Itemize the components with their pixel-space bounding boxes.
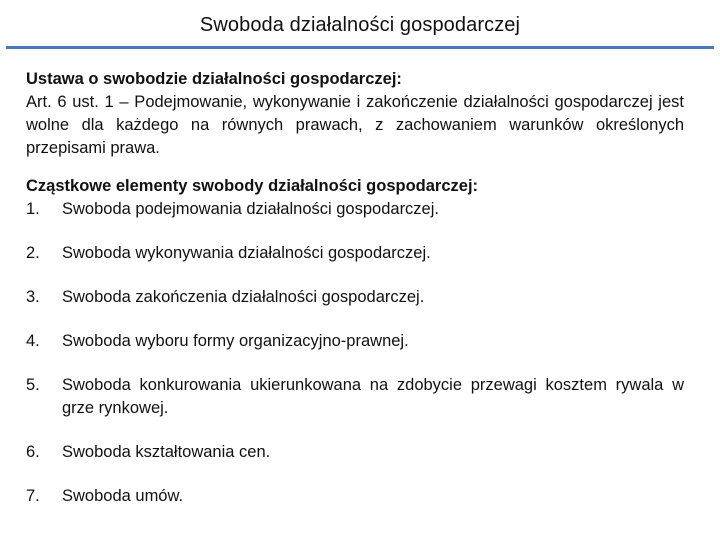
list-item-number: 3. bbox=[26, 288, 40, 306]
list-item bbox=[26, 198, 684, 221]
slide-title: Swoboda działalności gospodarczej bbox=[199, 14, 521, 36]
elements-list bbox=[26, 198, 684, 508]
title-divider bbox=[6, 46, 714, 49]
list-item-number: 2. bbox=[26, 244, 40, 262]
elements-heading: Cząstkowe elementy swobody działalności gospodarczej: bbox=[26, 177, 479, 195]
list-item-text: Swoboda podejmowania działalności gospodarczej. bbox=[62, 200, 439, 218]
list-item-text: Swoboda wykonywania działalności gospodarczej. bbox=[62, 244, 431, 262]
slide-content bbox=[26, 68, 684, 508]
list-item-number: 5. bbox=[26, 376, 40, 394]
list-item bbox=[26, 242, 684, 265]
list-item-number: 4. bbox=[26, 332, 40, 350]
list-item-number: 1. bbox=[26, 200, 40, 218]
act-article-text: Art. 6 ust. 1 – Podejmowanie, wykonywanie i zakończenie działalności gospodarczej jest wolne dla każdego na równych prawach, z zachowaniem warunków określonych przepisami prawa. bbox=[26, 93, 684, 157]
elements-section bbox=[26, 175, 684, 508]
list-item-text: Swoboda zakończenia działalności gospodarczej. bbox=[62, 288, 425, 306]
list-item-text: Swoboda konkurowania ukierunkowana na zdobycie przewagi kosztem rywala w grze rynkowej. bbox=[62, 376, 684, 417]
list-item bbox=[26, 441, 684, 464]
list-item bbox=[26, 286, 684, 309]
list-item-number: 7. bbox=[26, 487, 40, 505]
act-heading: Ustawa o swobodzie działalności gospodarczej: bbox=[26, 70, 402, 88]
list-item-text: Swoboda wyboru formy organizacyjno-prawnej. bbox=[62, 332, 409, 350]
list-item bbox=[26, 485, 684, 508]
list-item bbox=[26, 374, 684, 420]
list-item bbox=[26, 330, 684, 353]
list-item-text: Swoboda umów. bbox=[62, 487, 184, 505]
list-item-text: Swoboda kształtowania cen. bbox=[62, 443, 271, 461]
list-item-number: 6. bbox=[26, 443, 40, 461]
